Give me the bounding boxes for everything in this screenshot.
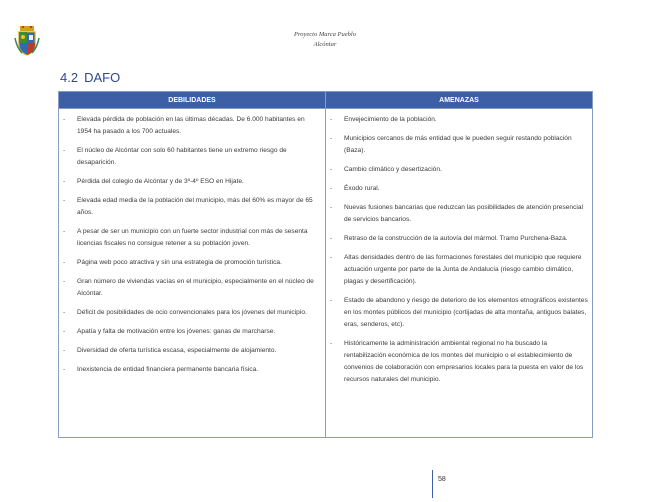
dafo-table <box>58 91 593 438</box>
footer-divider <box>432 470 433 498</box>
list-item: - Diversidad de oferta turística escasa, especialmente de alojamiento. <box>63 347 277 354</box>
header-municipality: Alcóntar <box>313 41 337 48</box>
list-item: - Déficit de posibilidades de ocio convencionales para los jóvenes del municipio. <box>63 309 307 316</box>
list-item: - Página web poco atractiva y sin una estrategia de promoción turística. <box>63 259 282 266</box>
section-title <box>60 70 120 85</box>
amenazas-list <box>330 114 588 386</box>
list-item: - Pérdida del colegio de Alcóntar y de 3º-4º ESO en Hijate. <box>63 178 244 185</box>
page-number: 58 <box>438 476 446 483</box>
debilidades-list <box>63 114 321 376</box>
list-item: - Nuevas fusiones bancarias que reduzcan las posibilidades de atención presencial de servicios bancarios. <box>330 204 583 223</box>
table-header-row <box>59 92 593 109</box>
list-item: - Éxodo rural. <box>330 185 380 192</box>
list-item: - El núcleo de Alcóntar con solo 60 habitantes tiene un extremo riesgo de desaparición. <box>63 147 287 166</box>
list-item: - Elevada pérdida de población en las últimas décadas. De 6.000 habitantes en 1954 ha pasado a los 700 actuales. <box>63 116 305 135</box>
list-item: - Elevada edad media de la población del municipio, más del 60% es mayor de 65 años. <box>63 197 313 216</box>
list-item: - Estado de abandono y riesgo de deterioro de los elementos etnográficos existentes en los montes públicos del municipio (cortijadas de alta montaña, antiguos balates, eras, senderos, etc). <box>330 297 588 328</box>
debilidades-cell <box>59 109 326 438</box>
list-item: - Cambio climático y desertización. <box>330 166 442 173</box>
list-item: - Altas densidades dentro de las formaciones forestales del municipio que requiere actuación urgente por parte de la Junta de Andalucía (riesgo cambio climático, plagas y desertificación). <box>330 254 582 285</box>
list-item: - Históricamente la administración ambiental regional no ha buscado la rentabilización económica de los montes del municipio o el establecimiento de convenios de colaboración con empresarios locales para la puesta en valor de los recursos naturales del municipio. <box>330 340 584 383</box>
section-name: DAFO <box>84 70 121 85</box>
page-header <box>0 30 650 50</box>
list-item: - Municipios cercanos de más entidad que le pueden seguir restando población (Baza). <box>330 135 572 154</box>
list-item: - Apatía y falta de motivación entre los jóvenes: ganas de marcharse. <box>63 328 276 335</box>
header-debilidades: DEBILIDADES <box>59 92 326 109</box>
header-project-name: Proyecto Marca Pueblo <box>294 31 356 38</box>
amenazas-cell <box>326 109 593 438</box>
list-item: - Gran número de viviendas vacías en el municipio, especialmente en el núcleo de Alcóntar. <box>63 278 314 297</box>
header-amenazas: AMENAZAS <box>326 92 593 109</box>
table-body-row <box>59 109 593 438</box>
list-item: - Retraso de la construcción de la autovía del mármol. Tramo Purchena-Baza. <box>330 235 568 242</box>
section-number: 4.2 <box>60 70 79 85</box>
list-item: - Envejecimiento de la población. <box>330 116 437 123</box>
list-item: - Inexistencia de entidad financiera permanente bancaria física. <box>63 366 259 373</box>
list-item: - A pesar de ser un municipio con un fuerte sector industrial con más de sesenta licencias fiscales no consigue retener a su población joven. <box>63 228 308 247</box>
